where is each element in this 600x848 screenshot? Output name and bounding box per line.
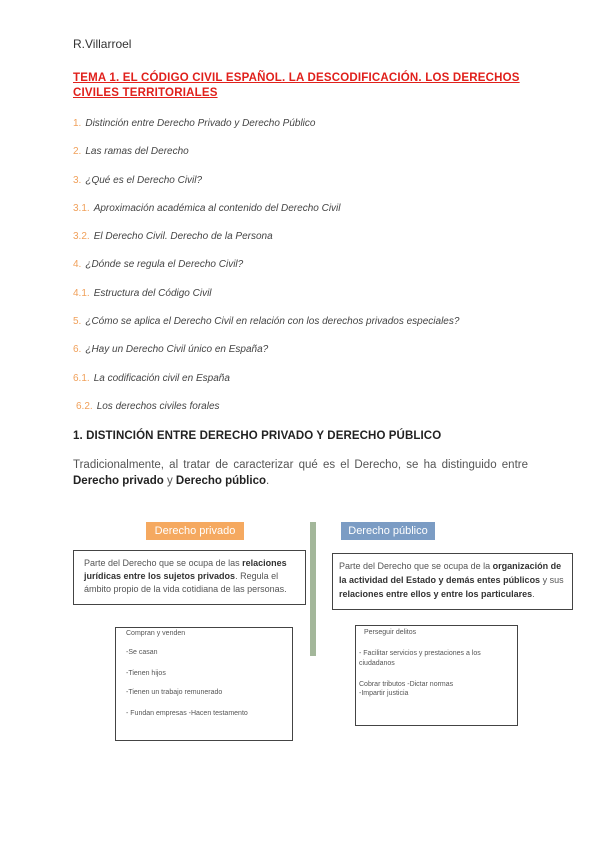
toc-text: ¿Hay un Derecho Civil único en España?	[85, 344, 269, 356]
para-bold-private: Derecho privado	[73, 475, 164, 487]
toc-text: ¿Dónde se regula el Derecho Civil?	[85, 259, 244, 271]
list-item: - Facilitar servicios y prestaciones a los ciudadanos	[359, 650, 481, 667]
toc-item[interactable]	[73, 288, 553, 316]
list-item: - Fundan empresas -Hacen testamento	[126, 710, 248, 717]
author-name: R.Villarroel	[73, 37, 132, 51]
list-item: -Impartir justicia	[359, 690, 409, 697]
toc-item[interactable]	[73, 373, 553, 401]
toc-number: 1.	[73, 118, 82, 129]
section-heading: 1. DISTINCIÓN ENTRE DERECHO PRIVADO Y DERECHO PÚBLICO	[73, 430, 442, 442]
para-bold-public: Derecho público	[175, 475, 266, 487]
toc-number: 6.	[73, 344, 82, 356]
toc-text: Las ramas del Derecho	[85, 146, 189, 158]
toc-item[interactable]	[73, 231, 553, 259]
toc-text: Distinción entre Derecho Privado y Derecho Público	[85, 118, 316, 129]
toc-number: 3.1.	[73, 202, 90, 214]
toc-item[interactable]	[73, 203, 553, 231]
private-law-definition	[73, 550, 306, 605]
def-text: Parte del Derecho que se ocupa de las	[84, 558, 243, 568]
toc-number: 3.	[73, 174, 82, 186]
para-text: Tradicionalmente, al tratar de caracterizar qué es el Derecho, se ha distinguido entre	[73, 459, 528, 471]
toc-text: Los derechos civiles forales	[96, 400, 220, 412]
public-law-examples	[355, 625, 518, 726]
def-bold: relaciones entre ellos y entre los particulares	[339, 589, 533, 599]
toc-item[interactable]	[73, 146, 553, 174]
def-text: .	[532, 589, 535, 599]
def-bold: organización de la actividad del Estado y demás entes públicos	[339, 561, 562, 585]
def-text: Parte del Derecho que se ocupa de la	[339, 561, 493, 571]
toc-text: El Derecho Civil. Derecho de la Persona	[93, 231, 273, 243]
list-item: Perseguir delitos	[364, 629, 417, 636]
private-law-examples	[115, 627, 293, 741]
toc-item[interactable]	[73, 401, 553, 429]
para-text: y	[163, 475, 176, 487]
intro-paragraph	[73, 457, 528, 489]
private-law-label: Derecho privado	[146, 522, 244, 540]
para-text: .	[266, 475, 270, 487]
list-item: Cobrar tributos -Dictar normas	[359, 681, 454, 688]
toc-item[interactable]	[73, 259, 553, 287]
list-item: -Tienen hijos	[126, 670, 166, 677]
toc-number: 5.	[73, 316, 82, 328]
toc-text: Aproximación académica al contenido del Derecho Civil	[93, 202, 341, 214]
toc-text: ¿Qué es el Derecho Civil?	[85, 174, 203, 186]
toc-number: 6.2.	[76, 400, 93, 412]
list-item: -Se casan	[126, 649, 158, 656]
toc-item[interactable]	[73, 316, 553, 344]
toc-number: 3.2.	[73, 231, 90, 243]
public-law-definition	[332, 553, 573, 610]
list-item: -Tienen un trabajo remunerado	[126, 689, 223, 696]
table-of-contents	[73, 118, 553, 429]
toc-number: 2.	[73, 146, 82, 158]
public-law-label: Derecho público	[341, 522, 435, 540]
def-text: . Regula el ámbito propio de la vida cotidiana de las personas.	[84, 571, 287, 594]
toc-item[interactable]	[73, 344, 553, 372]
toc-number: 4.1.	[73, 287, 90, 299]
def-text: y sus	[540, 575, 564, 585]
toc-number: 6.1.	[73, 372, 90, 384]
def-bold: relaciones jurídicas entre los sujetos privados	[84, 558, 287, 581]
toc-item[interactable]	[73, 175, 553, 203]
toc-text: Estructura del Código Civil	[93, 287, 212, 299]
toc-item[interactable]	[73, 118, 553, 146]
toc-text: La codificación civil en España	[93, 372, 230, 384]
toc-number: 4.	[73, 259, 82, 271]
document-title: TEMA 1. EL CÓDIGO CIVIL ESPAÑOL. LA DESCODIFICACIÓN. LOS DERECHOS CIVILES TERRITORIALES	[73, 72, 520, 99]
toc-text: ¿Cómo se aplica el Derecho Civil en relación con los derechos privados especiales?	[85, 316, 460, 328]
list-item: Compran y venden	[126, 630, 186, 637]
diagram-divider	[310, 522, 316, 656]
